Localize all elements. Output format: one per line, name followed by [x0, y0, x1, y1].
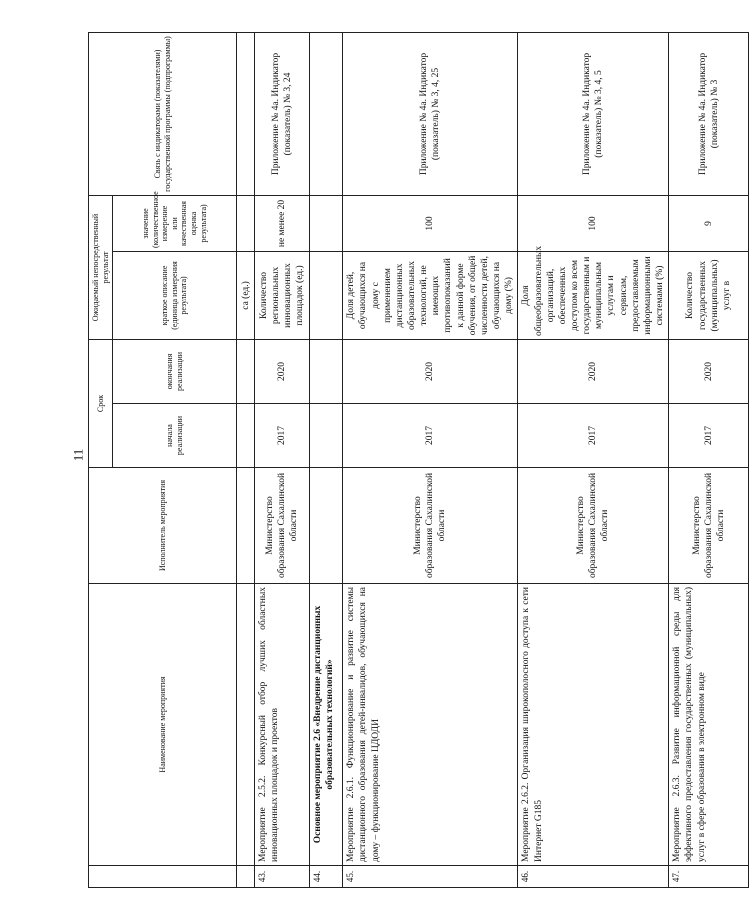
table-row [518, 32, 669, 887]
header-desc: краткое описание (единица измерения результата) [113, 251, 237, 339]
row-end: 2020 [518, 339, 669, 403]
row-start: 2017 [343, 404, 518, 468]
row-start [310, 404, 343, 468]
row-link: Приложение № 4а. Индикатор (показатель) № 3 [669, 32, 749, 195]
table-row [310, 32, 343, 887]
row-name: Мероприятие 2.6.1. Функционирование и развитие системы дистанционного образования детей-инвалидов, обучающихся на дому – функционирование ЦДОДИ [343, 584, 518, 866]
row-end: 2020 [669, 339, 749, 403]
row-start: 2017 [255, 404, 310, 468]
row-number: 47. [669, 866, 749, 888]
row-link [237, 32, 255, 195]
row-link [310, 32, 343, 195]
header-name: Наименование мероприятия [89, 584, 237, 866]
row-value: не менее 20 [255, 195, 310, 251]
row-executor [237, 468, 255, 584]
header-end: окончания реализации [113, 339, 237, 403]
row-executor: Министерство образования Сахалинской области [669, 468, 749, 584]
row-desc [310, 251, 343, 339]
header-row-1 [89, 32, 113, 887]
table-row [343, 32, 518, 887]
header-link: Связь с индикаторами (показателями) государственной программы (подпрограммы) [89, 32, 237, 195]
row-desc: Доля общеобразовательных организаций, обеспеченных доступом ко всем государственным и муниципальным услугам и сервисам, предоставляемым информационными системами (%) [518, 251, 669, 339]
row-value [310, 195, 343, 251]
row-desc: Количество региональных инновационных площадок (ед.) [255, 251, 310, 339]
table-row [669, 32, 749, 887]
row-start: 2017 [518, 404, 669, 468]
activities-table [88, 32, 749, 888]
row-number: 44. [310, 866, 343, 888]
row-number: 46. [518, 866, 669, 888]
header-executor: Исполнитель мероприятия [89, 468, 237, 584]
row-end: 2020 [343, 339, 518, 403]
row-value: 9 [669, 195, 749, 251]
row-link: Приложение № 4а. Индикатор (показатель) № 3, 4, 5 [518, 32, 669, 195]
row-link: Приложение № 4а. Индикатор (показатель) № 3, 24 [255, 32, 310, 195]
header-value: значение (количественное измерение или качественная оценка результата) [113, 195, 237, 251]
row-value: 100 [343, 195, 518, 251]
header-start: начала реализации [113, 404, 237, 468]
row-name [237, 584, 255, 866]
row-number [237, 866, 255, 888]
row-name: Основное мероприятие 2.6 «Внедрение дистанционных образовательных технологий» [310, 584, 343, 866]
row-executor: Министерство образования Сахалинской области [255, 468, 310, 584]
page-number: 11 [70, 448, 86, 462]
table-wrapper [88, 33, 732, 888]
row-desc: Количество государственных (муниципальных) услуг в [669, 251, 749, 339]
row-desc: Доля детей, обучающихся на дому с применением дистанционных образовательных технологий, не имеющих противопоказаний к данной форме обучения, от общей численности детей, обучающихся на дому (%) [343, 251, 518, 339]
row-number: 43. [255, 866, 310, 888]
row-end [310, 339, 343, 403]
row-start [237, 404, 255, 468]
row-end: 2020 [255, 339, 310, 403]
rotated-table-frame [88, 33, 732, 888]
row-desc: са (ед.) [237, 251, 255, 339]
row-value: 100 [518, 195, 669, 251]
row-value [237, 195, 255, 251]
row-name: Мероприятие 2.6.2. Организация широкополосного доступа к сети Интернет G185 [518, 584, 669, 866]
row-executor [310, 468, 343, 584]
row-name: Мероприятие 2.5.2. Конкурсный отбор лучших областных инновационных площадок и проектов [255, 584, 310, 866]
row-name: Мероприятие 2.6.3. Развитие информационной среды для эффективного предоставления государственных (муниципальных) услуг в сфере образования в электронном виде [669, 584, 749, 866]
row-number: 45. [343, 866, 518, 888]
header-num-cell [89, 866, 237, 888]
row-end [237, 339, 255, 403]
row-start: 2017 [669, 404, 749, 468]
row-link: Приложение № 4а. Индикатор (показатель) № 3, 4, 25 [343, 32, 518, 195]
row-executor: Министерство образования Сахалинской области [518, 468, 669, 584]
header-term: Срок [89, 339, 113, 467]
table-row [255, 32, 310, 887]
header-result: Ожидаемый непосредственный результат [89, 195, 113, 339]
table-row [237, 32, 255, 887]
row-executor: Министерство образования Сахалинской области [343, 468, 518, 584]
